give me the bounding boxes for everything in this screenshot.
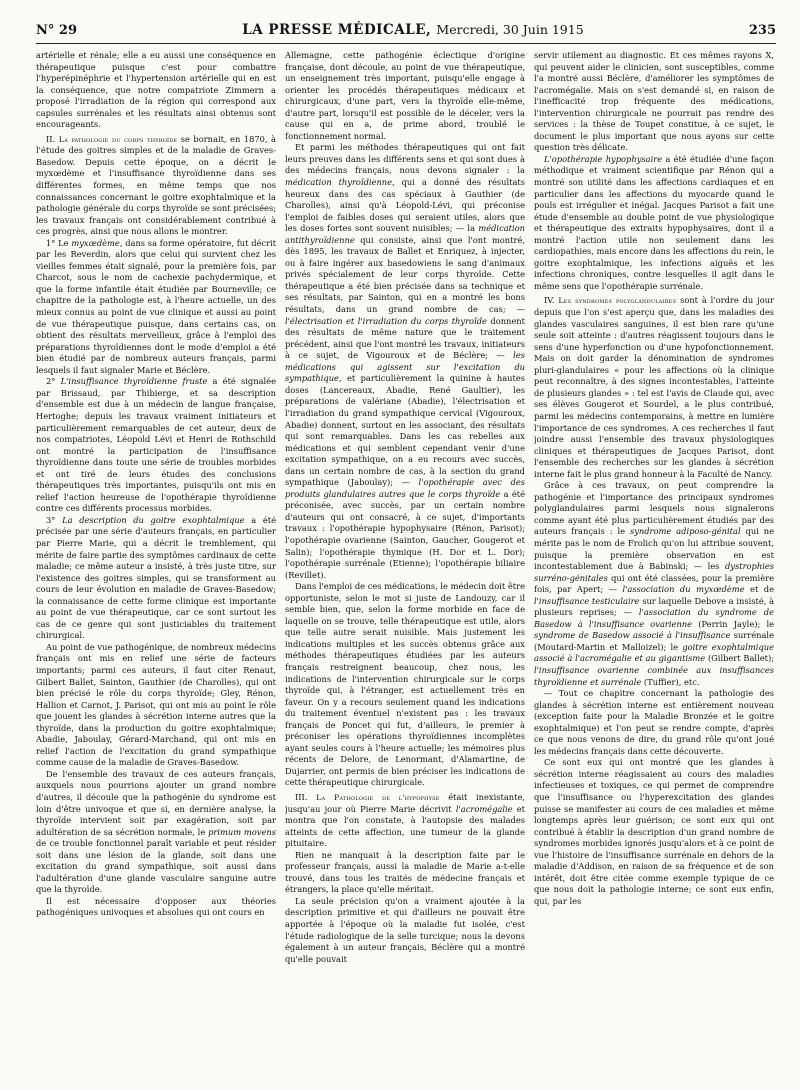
paragraph: 3° La description du goitre exophtalmique a été précisée par une série d'auteurs français, en particulier par Pierre Marie, qui a décrit le tremblement, qui mérite de faire partie des symptômes cardinaux de cette maladie; ce même auteur a insisté, à très juste titre, sur l'existence des goitres simples, qui se transforment au cours de leur évolution en maladie de Graves-Basedow; la connaissance de cette forme clinique est importante au point de vue thérapeutique, car ce sont surtout les cas de ce genre qui sont justiciables du traitement chirurgical. xyxy=(36,514,276,641)
journal-title-line xyxy=(242,22,583,38)
paragraph: Et parmi les méthodes thérapeutiques qui ont fait leurs preuves dans les différents sens et qui sont dues à des médecins français, nous devons signaler : la médication thyroïdienne, qui a donné des résultats heureux dans des cas spéciaux à Gauthier (de Charolles), ainsi qu'à Léopold-Lévi, qui préconise l'emploi de faibles doses qui seraient utiles, alors que les doses fortes sont souvent nuisibles; — la médication antithyroïdienne qui consiste, ainsi que l'ont montré, dès 1895, les travaux de Ballet et Enriquez, à injecter, ou à faire ingérer aux basedowiens le sang d'animaux privés spécialement de leur corps thyroïde. Cette thérapeutique a été bien précisée dans sa technique et ses résultats, par Sainton, qui en a montré les bons résultats, dans un grand nombre de cas; — l'électrisation et l'irradiation du corps thyroïde donnent des résultats de même nature que le traitement précédent, ainsi que l'ont montré les travaux, initiateurs à ce sujet, de Vigouroux et de Béclère; — les médications qui agissent sur l'excitation du sympathique, et particulièrement la quinine à hautes doses (Lancereaux, Abadie, René Gaultier), les préparations de valériane (Abadie), l'électrisation et l'irradiation du grand sympathique cervical (Vigouroux, Abadie) donnent, surtout en les associant, des résultats qui sont remarquables. Dans les cas rebelles aux médications et qui semblent cependant venir d'une excitation sympathique, on a eu recours avec succès, dans un certain nombre de cas, à la section du grand sympathique (Jaboulay); — l'opothérapie avec des produits glandulaires autres que le corps thyroïde a été préconisée, avec succès, par un certain nombre d'auteurs qui ont consacré, à ce sujet, d'importants travaux : l'opothérapie hypophysaire (Rénon, Parisot); l'opothérapie ovarienne (Sainton, Gaucher, Gougerot et Salin); l'opothérapie thymique (H. Dor et L. Dor); l'opothérapie surrénale (Etienne); l'opothérapie biliaire (Revillet). xyxy=(285,142,525,580)
paragraph: 2° L'insuffisance thyroïdienne fruste a été signalée par Brissaud, par Thibierge, et sa description d'ensemble est due à un médecin de langue française, Hertoghe; depuis les travaux vraiment initiateurs et particulièrement remarquables de cet auteur, deux de nos compatriotes, Léopold Lévi et Henri de Rothschild ont montré la participation de l'insuffisance thyroïdienne dans toute une série de troubles morbides et ont tiré de leurs études des conclusions thérapeutiques très importantes, puisqu'ils ont mis en relief l'action heureuse de l'opothérapie thyroïdienne contre ces différents processus morbides. xyxy=(36,376,276,514)
issue-number: N° 29 xyxy=(36,23,77,38)
column-1 xyxy=(36,50,276,1090)
paragraph: Ce sont eux qui ont montré que les glandes à sécrétion interne réagissaient au cours des maladies infectieuses et toxiques, ce qui permet de comprendre que l'insuffisance ou l'hyperexcitation des glandes puisse se manifester au cours de ces maladies et même longtemps après leur guérison; ce sont eux qui ont contribué à établir la description d'un grand nombre de syndromes morbides ignorés jusqu'alors et à ce point de vue l'histoire de l'insuffisance surrénale en dehors de la maladie d'Addison, en raison de sa fréquence et de son intérêt, doit être citée comme exemple typique de ce que nous doit la pathologie interne; ce sont eux enfin, qui, par les xyxy=(534,757,774,906)
column-2 xyxy=(285,50,525,1090)
masthead xyxy=(36,22,776,44)
paragraph: — Tout ce chapitre concernant la pathologie des glandes à sécrétion interne est entièrement nouveau (exception faite pour la Maladie Bronzée et le goitre exophtalmique) et l'on peut se rendre compte, d'après ce que nous venons de dire, du grand rôle qu'ont joué les médecins français dans cette découverte. xyxy=(534,688,774,756)
column-3 xyxy=(534,50,774,1090)
section-heading-thyroid: II. La pathologie du corps thyroïde se bornait, en 1870, à l'étude des goitres simples et de la maladie de Graves-Basedow. Depuis cette époque, on a décrit le myxœdème et l'insuffisance thyroïdienne dans ses différentes formes, en même temps que nos connaissances concernant le goitre exophtalmique et la pathologie générale du corps thyroïde se sont précisées; les travaux français ont considérablement contribué à ces progrès, ainsi que nous allons le montrer. xyxy=(36,133,276,237)
text-columns xyxy=(36,50,776,1090)
paragraph: Dans l'emploi de ces médications, le médecin doit être opportuniste, selon le mot si juste de Landouzy, car il semble bien, que, selon la forme morbide en face de laquelle on se trouve, telle thérapeutique est utile, alors que telle autre serait nuisible. Mais justement les indications multiples et les succès obtenus grâce aux méthodes thérapeutiques étudiées par les auteurs français restreignent beaucoup, chez nous, les indications de l'intervention chirurgicale sur le corps thyroïde qui, à l'étranger, est actuellement très en faveur. On y a recours seulement quand les indications du traitement éventuel n'existent pas : les travaux français de Poncet qui fut, d'ailleurs, le premier à préconiser les opérations thyroïdiennes incomplètes ayant seules cours à l'heure actuelle; les mémoires plus récents de Delore, de Lenormant, d'Alamartine, de Dujarrier, ont permis de bien préciser les indications de cette thérapeutique chirurgicale. xyxy=(285,581,525,788)
paragraph: Au point de vue pathogénique, de nombreux médecins français ont mis en relief une série de facteurs importants; parmi ces auteurs, il faut citer Renaut, Gilbert Ballet, Sainton, Gauthier (de Charolles), qui ont bien précisé le rôle du corps thyroïde; Gley, Rénon, Hallion et Carnot, J. Parisot, qui ont mis au point le rôle que jouent les glandes à sécrétion interne autres que la thyroïde, dans la production du goitre exophtalmique; Abadie, Jaboulay, Gérard-Marchand, qui ont mis en relief l'action de l'excitation du grand sympathique comme cause de la maladie de Graves-Basedow. xyxy=(36,641,276,768)
journal-name: LA PRESSE MÉDICALE, xyxy=(242,22,432,38)
section-heading-hypophyse: III. La Pathologie de l'hypophyse était inexistante, jusqu'au jour où Pierre Marie décrivit l'acromégalie et montra que l'on constate, à l'autopsie des malades atteints de cette affection, une tumeur de la glande pituitaire. xyxy=(285,792,525,849)
paragraph: 1° Le myxœdème, dans sa forme opératoire, fut décrit par les Reverdin, alors que celui qui survient chez les vieilles femmes était signalé, pour la première fois, par Charcot, sous le nom de cachexie pachydermique, et que la forme infantile était étudiée par Bourneville; ce chapitre de la pathologie est, à l'heure actuelle, un des mieux connus au point de vue clinique et aussi au point de vue thérapeutique puisque, dans certains cas, on obtient des résultats merveilleux, grâce à l'emploi des préparations thyroïdiennes dont le mode d'emploi a été bien étudié par de nombreux auteurs français, parmi lesquels il faut signaler Marie et Béclère. xyxy=(36,237,276,375)
paragraph: L'opothérapie hypophysaire a été étudiée d'une façon méthodique et vraiment scientifique par Rénon qui a montré son utilité dans les affections cardiaques et en particulier dans les affections du myocarde quand le pouls est irrégulier et inégal. Jacques Parisot a fait une étude d'ensemble au double point de vue physiologique et thérapeutique des extraits hypophysaires, dont il a montré l'action utile non seulement dans les cardiopathies, mais encore dans les affections du rein, le goitre exophtalmique, les infections aiguës et les infections chroniques, contre lesquelles il agit dans le même sens que l'opothérapie surrénale. xyxy=(534,153,774,291)
paragraph: Allemagne, cette pathogénie éclectique d'origine française, dont découle, au point de vue thérapeutique, un enseignement très important, puisqu'elle engage à orienter les procédés thérapeutiques médicaux et chirurgicaux, d'une part, vers la thyroïde elle-même, d'autre part, lorsqu'il est possible de le déceler, vers la cause qui en a, de prime abord, troublé le fonctionnement normal. xyxy=(285,50,525,141)
paragraph: Rien ne manquait à la description faite par le professeur français, aussi la maladie de Marie a-t-elle trouvé, dans tous les traités de médecine français et étrangers, la place qu'elle méritait. xyxy=(285,849,525,895)
paragraph: De l'ensemble des travaux de ces auteurs français, auxquels nous pourrions ajouter un grand nombre d'autres, il découle que la pathogénie du syndrome est loin d'être univoque et que si, en dernière analyse, la thyroïde intervient soit par exagération, soit par adultération de sa sécrétion normale, le primum movens de ce trouble fonctionnel paraît variable et peut résider soit dans une lésion de la glande, soit dans une excitation du grand sympathique, soit aussi dans l'adultération d'une glande vasculaire sanguine autre que la thyroïde. xyxy=(36,768,276,895)
section-heading-polyglandulaires: IV. Les syndromes polyglandulaires sont à l'ordre du jour depuis que l'on s'est aperçu que, dans les maladies des glandes vasculaires sanguines, il est bien rare qu'une seule soit atteinte : d'autres réagissent toujours dans le sens d'une hyperfonction ou d'une hypofonctionnement. Mais on doit garder la dénomination de syndromes pluri-glandulaires « pour les affections où la clinique peut reconnaître, à des signes incontestables, l'atteinte de plusieurs glandes » : tel est l'avis de Claude qui, avec ses élèves Gougerot et Sourdel, a le plus contribué, parmi les médecins contemporains, à mettre en lumière l'importance de ces syndromes. A ces recherches il faut joindre aussi l'ensemble des travaux physiologiques cliniques et thérapeutiques de Jacques Parisot, dont l'ensemble des recherches sur les glandes à sécrétion interne fait le plus grand honneur à la Faculté de Nancy. xyxy=(534,295,774,479)
paragraph: artérielle et rénale; elle a eu aussi une conséquence en thérapeutique puisque c'est pour combattre l'hyperépinéphrie et l'hypertension artérielle qui en est la conséquence, que notre compatriote Zimmern a proposé l'irradiation de la région qui correspond aux capsules surrénales et les résultats ainsi obtenus sont encourageants. xyxy=(36,50,276,130)
page-number: 235 xyxy=(748,23,776,38)
paragraph: La seule précision qu'on a vraiment ajoutée à la description primitive et qui d'ailleurs ne pouvait être apportée à l'époque où la maladie fut isolée, c'est l'étude radiologique de la selle turcique; nous la devons également à un auteur français, Béclère qui a montré qu'elle pouvait xyxy=(285,895,525,964)
paragraph: servir utilement au diagnostic. Et ces mêmes rayons X, qui peuvent aider le clinicien, sont susceptibles, comme l'a montré aussi Béclère, d'améliorer les symptômes de l'acromégalie. Mais on s'est demandé si, en raison de l'inefficacité trop fréquente des médications, l'intervention chirurgicale ne pourrait pas rendre des services : la thèse de Toupet constitue, à ce sujet, le document le plus important que nous ayons sur cette question très délicate. xyxy=(534,50,774,153)
paragraph: Il est nécessaire d'opposer aux théories pathogéniques univoques et absolues qui ont cours en xyxy=(36,895,276,918)
paragraph: Grâce à ces travaux, on peut comprendre la pathogénie et l'importance des principaux syndromes polyglandulaires parmi lesquels nous signalerons comme ayant été plus particulièrement étudiés par des auteurs français : le syndrome adiposo-génital qui ne mérite pas le nom de Frolich qu'on lui attribue souvent, puisque la première observation en est incontestablement due à Babinski; — les dystrophies surréno-génitales qui ont été classées, pour la première fois, par Apert; — l'association du myxœdème et de l'insuffisance testiculaire sur laquelle Debove a insisté, à plusieurs reprises; — l'association du syndrome de Basedow à l'insuffisance ovarienne (Perrin Jayle); le syndrome de Basedow associé à l'insuffisance surrénale (Moutard-Martin et Malloizel); le goitre exophtalmique associé à l'acromégalie et au gigantisme (Gilbert Ballet); l'insuffisance ovarienne combinée aux insuffisances thyroïdienne et surrénale (Tuffier), etc. xyxy=(534,480,774,687)
issue-date: Mercredi, 30 Juin 1915 xyxy=(436,22,584,37)
